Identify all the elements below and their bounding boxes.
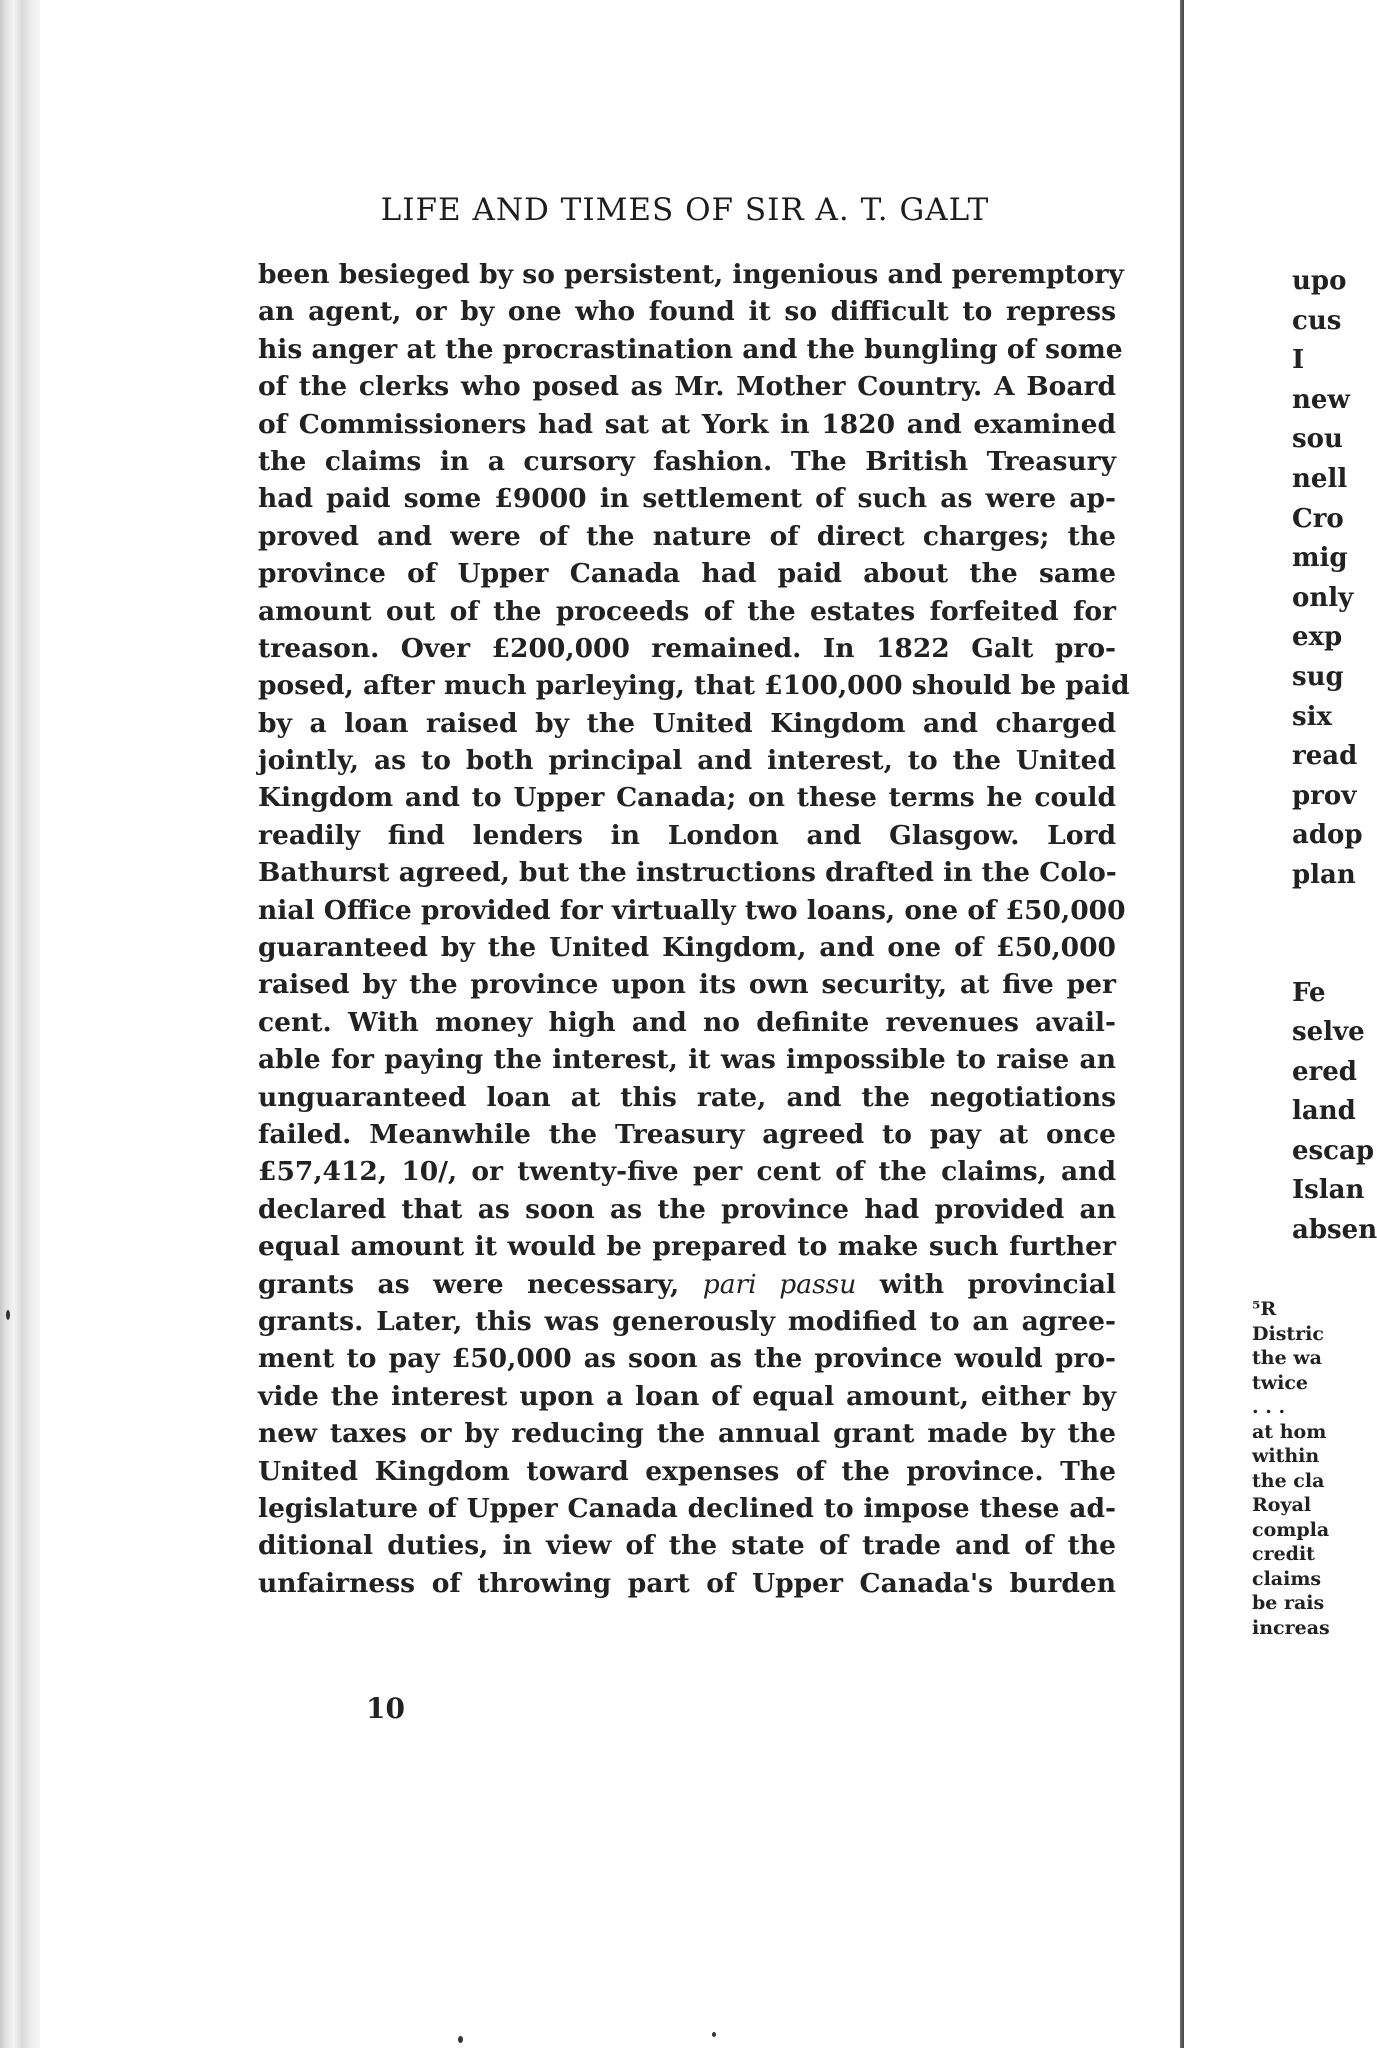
right-text-fragment: plan — [1292, 859, 1356, 890]
right-text-fragment: prov — [1292, 780, 1357, 811]
text-line: Bathurst agreed, but the instructions drafted in the Colo- — [258, 857, 1117, 889]
text-line: failed. Meanwhile the Treasury agreed to pay at once — [258, 1118, 1116, 1150]
footnote-fragment: claims — [1252, 1567, 1322, 1590]
text-line: legislature of Upper Canada declined to impose these ad- — [258, 1492, 1116, 1524]
right-text-fragment: mig — [1292, 543, 1348, 574]
right-text-fragment: I — [1292, 345, 1305, 376]
text-line: £57,412, 10/, or twenty-five per cent of the claims, and — [258, 1156, 1116, 1188]
text-line: of Commissioners had sat at York in 1820 and examined — [258, 408, 1116, 440]
footnote-fragment: compla — [1252, 1518, 1330, 1541]
scan-speck — [458, 2036, 463, 2043]
italic-phrase: pari passu — [702, 1268, 857, 1300]
text-line: grants as were necessary, pari passu with provincial — [258, 1268, 1117, 1300]
right-text-fragment: Islan — [1292, 1175, 1365, 1206]
footnote-fragment: . . . — [1252, 1396, 1286, 1418]
text-line: by a loan raised by the United Kingdom and charged — [258, 707, 1116, 739]
text-line: grants. Later, this was generously modified to an agree- — [258, 1305, 1116, 1337]
right-text-fragment: Fe — [1292, 977, 1326, 1008]
right-text-fragment: land — [1292, 1096, 1356, 1127]
body-text — [258, 256, 1130, 1602]
text-line: the claims in a cursory fashion. The British Treasury — [258, 445, 1116, 477]
text-line: declared that as soon as the province had provided an — [258, 1193, 1116, 1225]
scan-speck — [712, 2032, 716, 2037]
right-text-fragment: adop — [1292, 820, 1363, 851]
right-text-fragment: read — [1292, 741, 1358, 772]
right-text-fragment: six — [1292, 701, 1333, 732]
footnote-fragment: credit — [1252, 1543, 1315, 1565]
right-text-fragment: sug — [1292, 661, 1344, 692]
right-text-fragment: escap — [1292, 1135, 1375, 1166]
footnote-fragment: ⁵R — [1252, 1298, 1277, 1320]
page-number: 10 — [366, 1692, 405, 1725]
footnote-fragment: Distric — [1252, 1322, 1324, 1345]
right-text-fragment: nell — [1292, 463, 1348, 494]
text-line: jointly, as to both principal and interest, to the United — [258, 745, 1116, 777]
right-text-fragment: only — [1292, 582, 1354, 613]
text-line: new taxes or by reducing the annual grant made by the — [258, 1418, 1116, 1450]
text-line: vide the interest upon a loan of equal amount, either by — [258, 1380, 1116, 1412]
footnote-fragment: the wa — [1252, 1347, 1322, 1369]
right-text-fragment: upo — [1292, 266, 1347, 296]
text-line: amount out of the proceeds of the estates forfeited for — [258, 595, 1116, 627]
footnote-fragment: be rais — [1252, 1592, 1325, 1614]
right-text-fragment: new — [1292, 384, 1350, 415]
text-line: ditional duties, in view of the state of trade and of the — [258, 1530, 1116, 1562]
right-text-fragment: exp — [1292, 622, 1343, 653]
text-line: ment to pay £50,000 as soon as the province would pro- — [258, 1343, 1116, 1375]
right-page-footnote-fragments — [1252, 1297, 1344, 1640]
text-line: able for paying the interest, it was impossible to raise an — [258, 1044, 1116, 1076]
right-text-fragment: sou — [1292, 424, 1343, 455]
text-line: of the clerks who posed as Mr. Mother Country. A Board — [258, 371, 1116, 403]
text-line: an agent, or by one who found it so difficult to repress — [258, 296, 1116, 328]
running-head: LIFE AND TIMES OF SIR A. T. GALT — [380, 192, 990, 228]
text-line: been besieged by so persistent, ingenious and peremptory — [258, 259, 1124, 290]
text-line: province of Upper Canada had paid about the same — [258, 558, 1116, 590]
text-line: proved and were of the nature of direct charges; the — [258, 520, 1116, 552]
footnote-fragment: within — [1252, 1445, 1320, 1467]
right-text-fragment: ered — [1292, 1056, 1357, 1087]
footnote-fragment: twice — [1252, 1371, 1309, 1394]
text-line: guaranteed by the United Kingdom, and one of £50,000 — [258, 932, 1116, 964]
footnote-fragment: the cla — [1252, 1469, 1325, 1492]
text-line: nial Office provided for virtually two loans, one of £50,000 — [258, 894, 1126, 926]
right-text-fragment: selve — [1292, 1017, 1365, 1048]
footnote-fragment: Royal — [1252, 1494, 1312, 1516]
text-line: unfairness of throwing part of Upper Canada's burden — [258, 1567, 1116, 1599]
text-line: Kingdom and to Upper Canada; on these terms he could — [258, 782, 1116, 814]
text-line: unguaranteed loan at this rate, and the negotiations — [258, 1081, 1116, 1113]
text-line: had paid some £9000 in settlement of such as were ap- — [258, 483, 1116, 515]
section-gap — [1292, 896, 1344, 974]
footnote-fragment: increas — [1252, 1616, 1330, 1639]
text-line: United Kingdom toward expenses of the province. The — [258, 1455, 1116, 1487]
right-text-fragment: absen — [1292, 1215, 1377, 1246]
scan-speck — [6, 1310, 10, 1320]
text-line: cent. With money high and no definite revenues avail- — [258, 1006, 1116, 1038]
right-text-fragment: Cro — [1292, 503, 1344, 534]
text-line: raised by the province upon its own security, at five per — [258, 969, 1116, 1001]
text-line: equal amount it would be prepared to make such further — [258, 1231, 1116, 1263]
text-line: his anger at the procrastination and the bungling of some — [258, 333, 1123, 365]
text-line: readily find lenders in London and Glasgow. Lord — [258, 819, 1116, 851]
right-text-fragment: cus — [1292, 305, 1342, 336]
right-page-body-fragments — [1292, 262, 1377, 1251]
footnote-fragment: at hom — [1252, 1420, 1327, 1443]
text-line: posed, after much parleying, that £100,000 should be paid — [258, 670, 1130, 702]
text-line: treason. Over £200,000 remained. In 1822 Galt pro- — [258, 632, 1116, 664]
